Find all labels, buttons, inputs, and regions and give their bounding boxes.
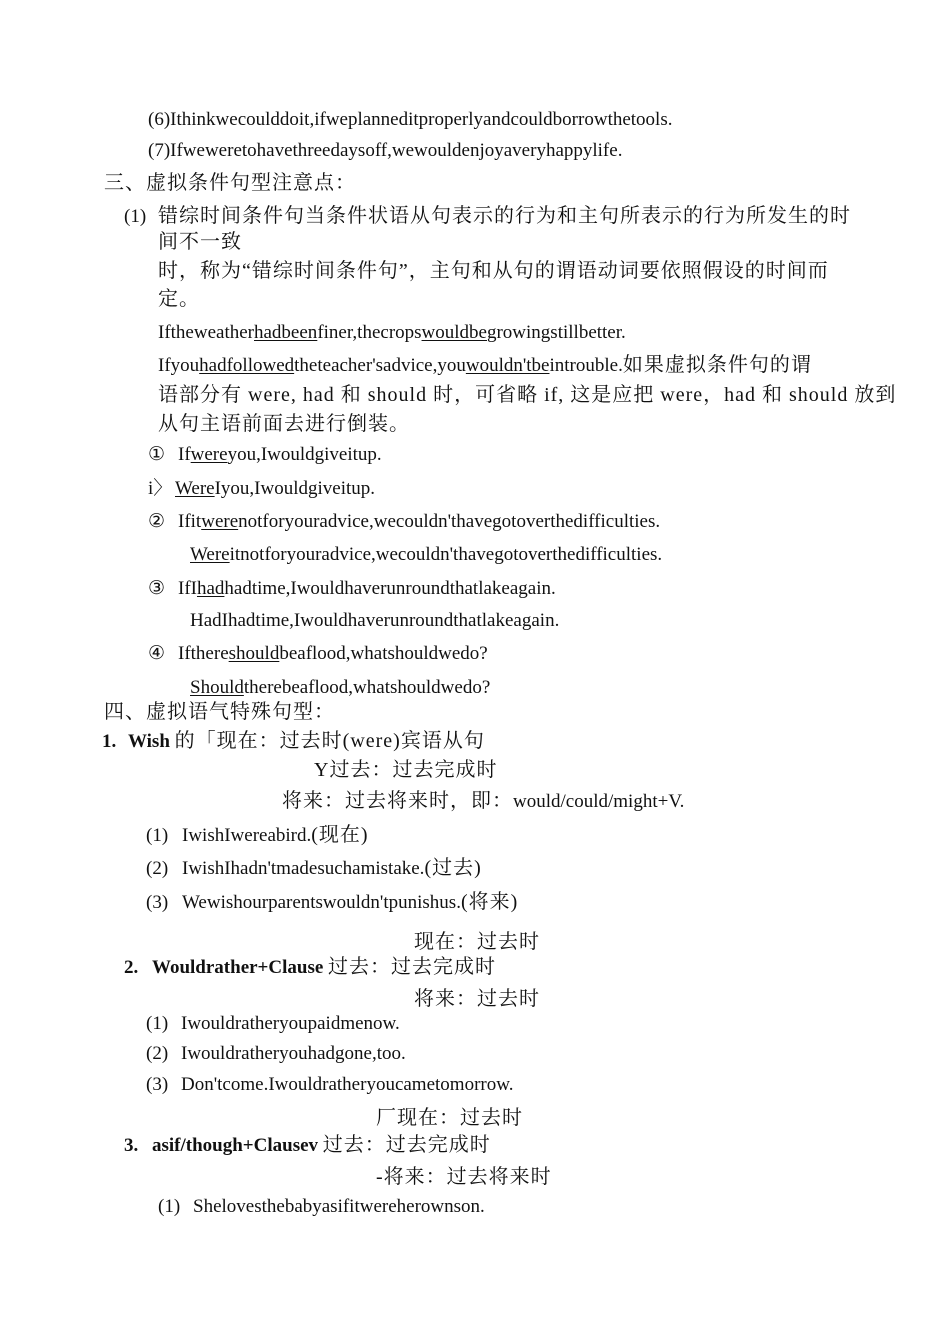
wish-past-rule: Y过去：过去完成时 (314, 759, 498, 781)
would-rather-example-3: (3) Don'tcome.Iwouldratheryoucametomorrow. (146, 1074, 514, 1095)
example-7: (7)Ifweweretohavethreedaysoff,wewouldenjoyaveryhappylife. (148, 140, 623, 161)
inversion-case-1: ① Ifwereyou,Iwouldgiveitup. (148, 444, 382, 465)
would-rather-present-rule: 现在：过去时 (414, 931, 540, 953)
item-1-number: (1) (124, 206, 147, 227)
item-1-line-1: 错综时间条件句当条件状语从句表示的行为和主句所表示的行为所发生的时 (158, 205, 851, 227)
item-1-line-2: 间不一致 (158, 231, 242, 253)
would-rather-heading: 2. Wouldrather+Clause 过去：过去完成时 (124, 956, 497, 978)
as-if-heading: 3. asif/though+Clausev 过去：过去完成时 (124, 1134, 491, 1156)
section-3-heading: 三、虚拟条件句型注意点： (104, 172, 356, 194)
item-1-line-3: 时，称为“错综时间条件句”，主句和从句的谓语动词要依照假设的时间而 (158, 260, 829, 282)
inversion-note-line-2: 语部分有 were, had 和 should 时，可省略 if, 这是应把 were，had 和 should 放到 (158, 384, 897, 406)
would-rather-future-rule: 将来：过去时 (414, 988, 540, 1010)
wish-example-3: (3) Wewishourparentswouldn'tpunishus.(将来) (146, 891, 519, 913)
wish-heading: 1. Wish 的「现在：过去时(were)宾语从句 (102, 730, 485, 752)
as-if-present-rule: 厂现在：过去时 (376, 1107, 523, 1129)
item-1-line-4: 定。 (158, 288, 200, 310)
section-4-heading: 四、虚拟语气特殊句型： (104, 701, 335, 723)
example-6: (6)Ithinkwecoulddoit,ifweplanneditproperlyandcouldborrowthetools. (148, 109, 673, 130)
inversion-note-line-3: 从句主语前面去进行倒装。 (158, 413, 410, 435)
inversion-case-1-inverted: i〉 WereIyou,Iwouldgiveitup. (148, 478, 376, 499)
inversion-case-4-inverted: Shouldtherebeaflood,whatshouldwedo? (190, 677, 491, 698)
mixed-time-example-1: Iftheweatherhadbeenfiner,thecropswouldbegrowingstillbetter. (158, 322, 626, 343)
inversion-case-2-inverted: Wereitnotforyouradvice,wecouldn'thavegotoverthedifficulties. (190, 544, 663, 565)
as-if-future-rule: -将来：过去将来时 (376, 1166, 552, 1188)
inversion-case-3: ③ IfIhadhadtime,Iwouldhaverunroundthatlakeagain. (148, 578, 556, 599)
inversion-case-4: ④ Ifthereshouldbeaflood,whatshouldwedo? (148, 643, 488, 664)
would-rather-example-2: (2) Iwouldratheryouhadgone,too. (146, 1043, 406, 1064)
inversion-case-3-inverted: HadIhadtime,Iwouldhaverunroundthatlakeagain. (190, 610, 560, 631)
wish-example-1: (1) IwishIwereabird.(现在) (146, 824, 369, 846)
would-rather-example-1: (1) Iwouldratheryoupaidmenow. (146, 1013, 400, 1034)
wish-example-2: (2) IwishIhadn'tmadesuchamistake.(过去) (146, 857, 482, 879)
as-if-example-1: (1) Shelovesthebabyasifitwereherownson. (158, 1196, 485, 1217)
inversion-case-2: ② Ifitwerenotforyouradvice,wecouldn'thavegotoverthedifficulties. (148, 511, 661, 532)
mixed-time-example-2: Ifyouhadfollowedtheteacher'sadvice,youwouldn'tbeintrouble.如果虚拟条件句的谓 (158, 354, 812, 376)
wish-future-rule: 将来：过去将来时，即：would/could/might+V. (282, 790, 685, 812)
